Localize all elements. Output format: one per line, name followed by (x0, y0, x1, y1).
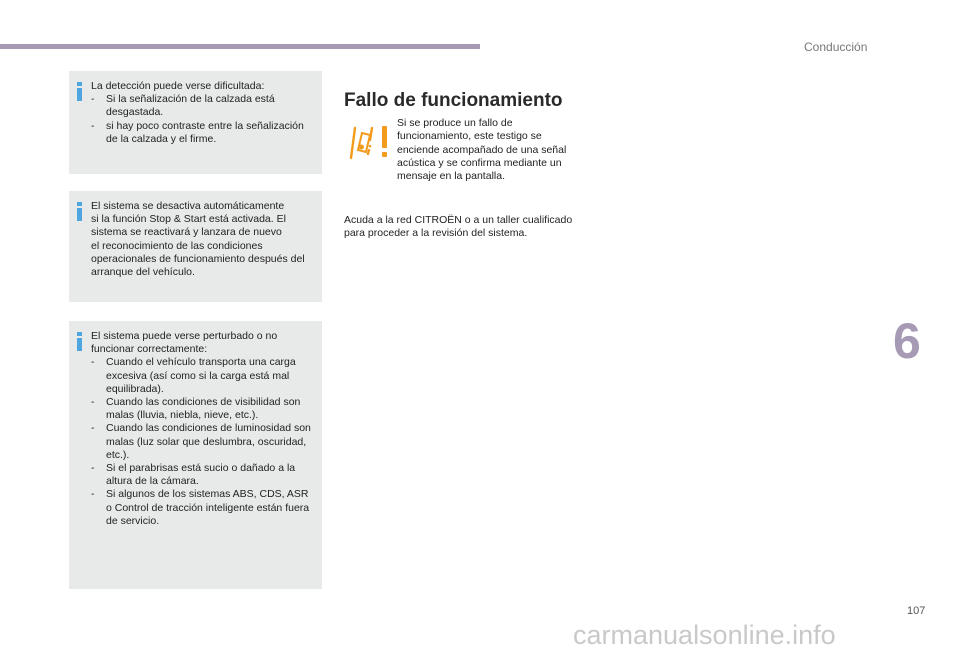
info-box-stop-start (69, 191, 322, 302)
info-box-intro: El sistema puede verse perturbado o no funcionar correctamente: (91, 330, 281, 356)
list-item: - Cuando el vehículo transporta una carga excesiva (así como si la carga está mal equilibrada). (91, 356, 314, 396)
info-icon (76, 332, 83, 351)
list-item: - Cuando las condiciones de luminosidad son malas (luz solar que deslumbra, oscuridad, etc.). (91, 422, 314, 462)
info-icon (76, 202, 83, 221)
info-box-intro: El sistema se desactiva automáticamente si la función Stop & Start está activada. El sistema se reactivará y lanzara de nuevo el reconocimiento de las condiciones operacionales de funcionamiento después del arranque del vehículo. (91, 200, 305, 279)
watermark: carmanualsonline.info (573, 620, 836, 650)
action-text: Acuda a la red CITROËN o a un taller cualificado para proceder a la revisión del sistema. (344, 214, 573, 240)
list-item: - Si el parabrisas está sucio o dañado a la altura de la cámara. (91, 462, 314, 488)
page-number: 107 (907, 605, 926, 617)
info-box-intro: La detección puede verse dificultada: (91, 80, 265, 92)
chapter-number: 6 (893, 313, 921, 369)
warning-description: Si se produce un fallo de funcionamiento, este testigo se enciende acompañado de una señal acústica y se confirma mediante un mensaje en la pantalla. (397, 117, 567, 183)
info-box-list (91, 356, 314, 528)
info-box-detection (69, 71, 322, 174)
list-item: - Cuando las condiciones de visibilidad son malas (lluvia, niebla, nieve, etc.). (91, 396, 314, 422)
info-box-list (91, 93, 314, 146)
section-heading: Fallo de funcionamiento (344, 90, 563, 111)
lane-warning-icon (344, 120, 396, 164)
list-item: - Si algunos de los sistemas ABS, CDS, ASR o Control de tracción inteligente están fuera de servicio. (91, 488, 314, 528)
header-accent-bar (0, 44, 480, 49)
info-box-disturbances (69, 321, 322, 589)
list-item: - Si la señalización de la calzada está desgastada. (91, 93, 314, 119)
info-icon (76, 82, 83, 101)
section-title: Conducción (804, 40, 868, 54)
list-item: - si hay poco contraste entre la señalización de la calzada y el firme. (91, 120, 314, 146)
